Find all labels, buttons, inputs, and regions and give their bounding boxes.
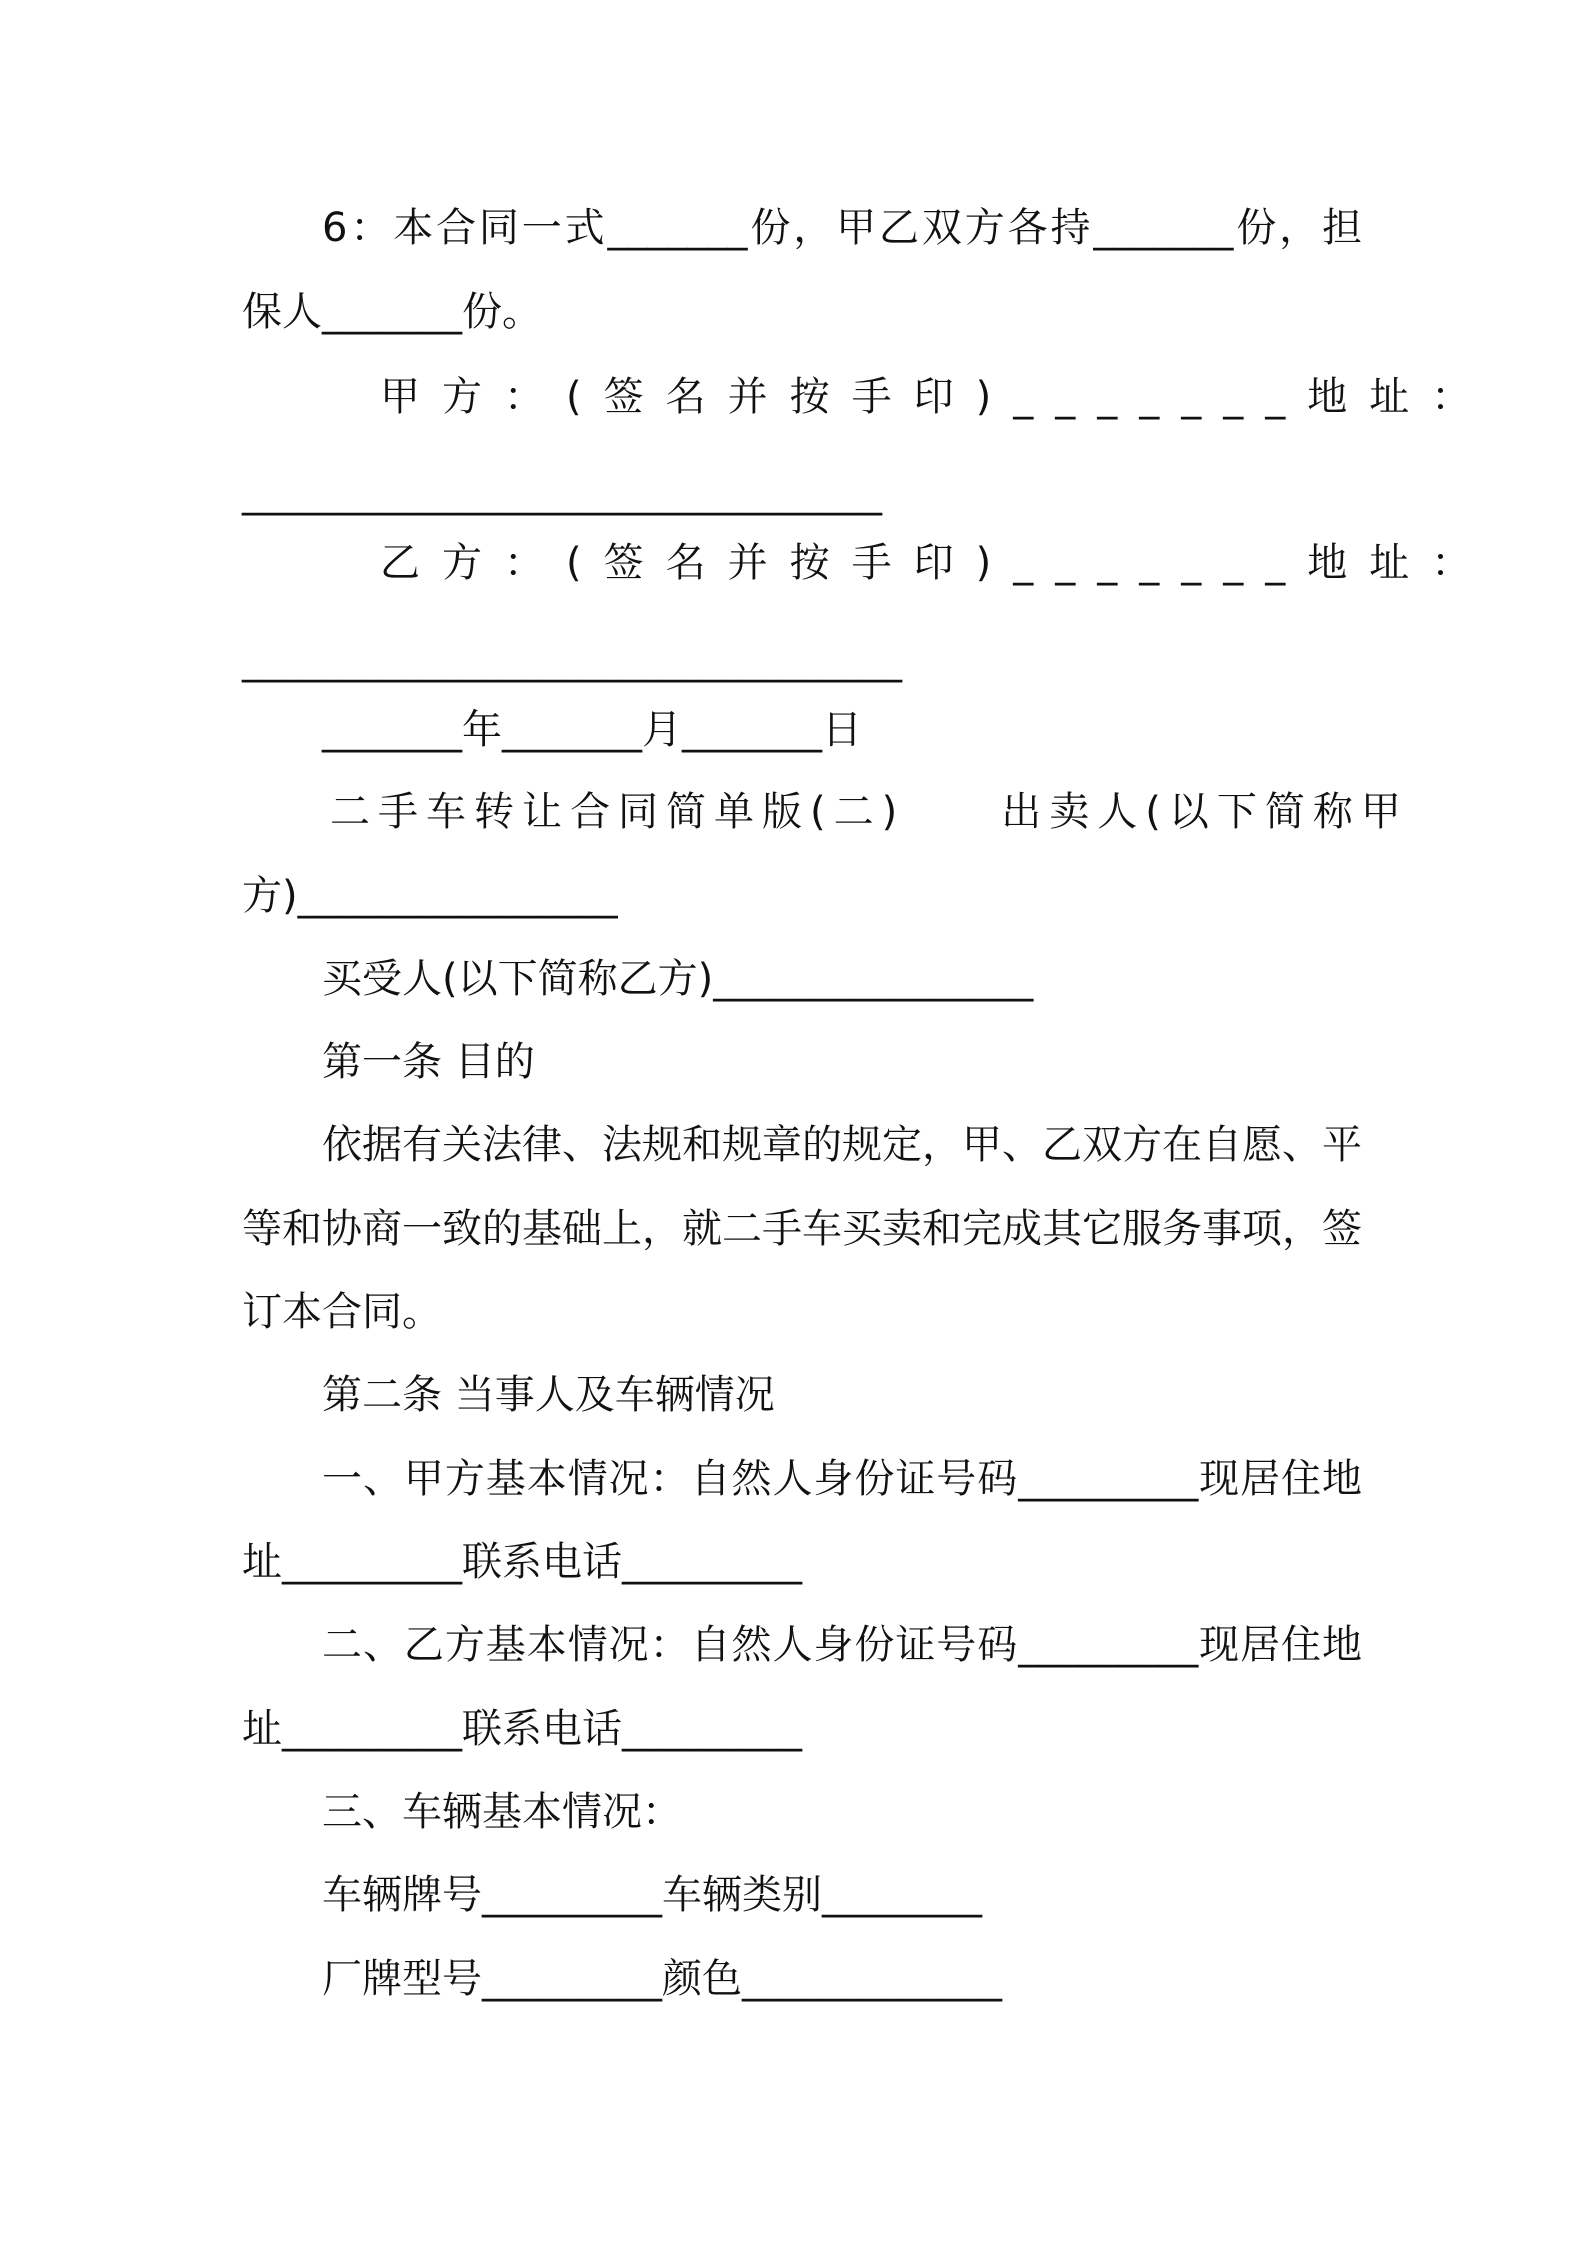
party-a-info-line-2: 址_________联系电话_________ bbox=[242, 1539, 802, 1585]
party-a-address-blank: ________________________________ bbox=[242, 470, 882, 516]
clause-6-line-1: 6：本合同一式_______份，甲乙双方各持_______份，担 bbox=[322, 205, 1362, 251]
party-b-address-blank: _________________________________ bbox=[242, 637, 902, 683]
seller-line-continued: 方)________________ bbox=[242, 873, 618, 919]
vehicle-info-heading: 三、车辆基本情况： bbox=[322, 1789, 682, 1835]
article-1-text-line-3: 订本合同。 bbox=[242, 1289, 442, 1335]
party-a-signature-line: 甲方：(签名并按手印)_______地址： bbox=[380, 374, 1494, 420]
article-1-text-line-2: 等和协商一致的基础上，就二手车买卖和完成其它服务事项，签 bbox=[242, 1206, 1362, 1252]
vehicle-model-color-line: 厂牌型号_________颜色_____________ bbox=[322, 1956, 1002, 2002]
party-b-info-line-1: 二、乙方基本情况：自然人身份证号码_________现居住地 bbox=[322, 1622, 1362, 1668]
article-1-text-line-1: 依据有关法律、法规和规章的规定，甲、乙双方在自愿、平 bbox=[322, 1122, 1362, 1168]
contract-title-line: 二手车转让合同简单版(二) 出卖人(以下简称甲 bbox=[330, 789, 1409, 835]
party-b-info-line-2: 址_________联系电话_________ bbox=[242, 1706, 802, 1752]
buyer-line: 买受人(以下简称乙方)________________ bbox=[322, 956, 1034, 1002]
clause-6-line-2: 保人_______份。 bbox=[242, 289, 542, 335]
party-b-signature-line: 乙方：(签名并按手印)_______地址： bbox=[380, 540, 1494, 586]
article-2-heading: 第二条 当事人及车辆情况 bbox=[322, 1372, 775, 1418]
party-a-info-line-1: 一、甲方基本情况：自然人身份证号码_________现居住地 bbox=[322, 1456, 1362, 1502]
vehicle-plate-category-line: 车辆牌号_________车辆类别________ bbox=[322, 1872, 982, 1918]
date-line: _______年_______月_______日 bbox=[322, 707, 862, 753]
article-1-heading: 第一条 目的 bbox=[322, 1039, 535, 1085]
